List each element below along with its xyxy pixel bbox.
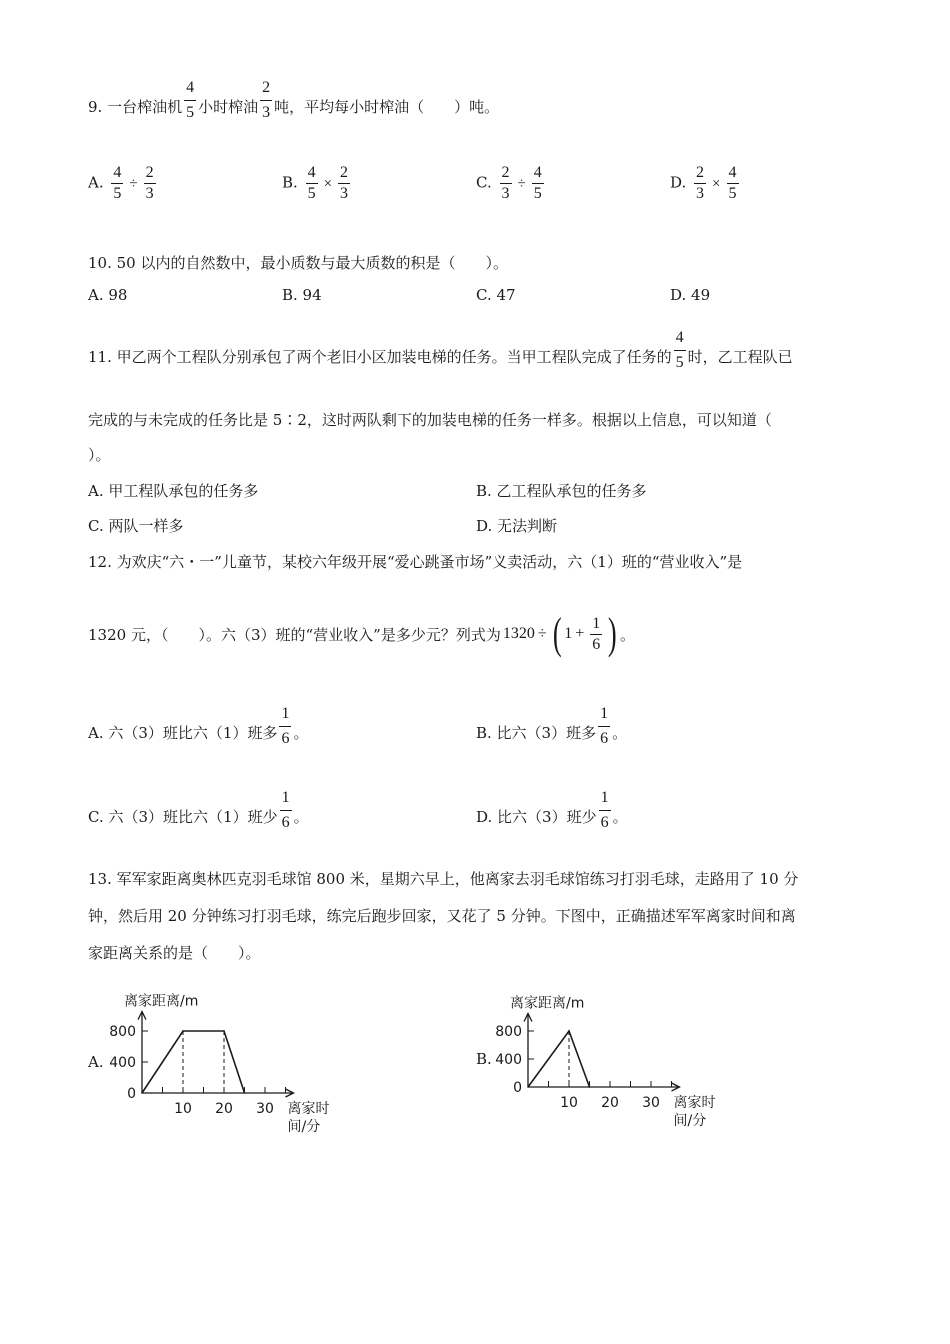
q12-a-frac: $\frac{1}{6}$: [281, 705, 290, 747]
q11-option-a[interactable]: A. 甲工程队承包的任务多: [88, 482, 259, 500]
q11-option-d[interactable]: D. 无法判断: [476, 517, 558, 535]
option-a-chart[interactable]: [80, 975, 350, 1145]
q9-text-2: 小时榨油: [198, 98, 259, 116]
y-tick-label: 400: [109, 1055, 136, 1071]
q9-b-frac-1: $\frac{4}{5}$: [307, 164, 316, 202]
q12-c-frac: $\frac{1}{6}$: [281, 789, 290, 831]
chart-option-label: B.: [476, 1050, 492, 1068]
x-tick-label: 20: [215, 1101, 233, 1117]
series-line: [528, 1031, 590, 1087]
q11-option-b[interactable]: B. 乙工程队承包的任务多: [476, 482, 647, 500]
q9-frac-tons: $\frac{2}{3}$: [262, 79, 271, 121]
option-b-chart[interactable]: [470, 970, 740, 1140]
q11-stem-line1: 11. 甲乙两个工程队分别承包了两个老旧小区加装电梯的任务。当甲工程队完成了任务的 $\frac{4}{5}$ 时，乙工程队已: [88, 329, 793, 371]
q9-option-d[interactable]: D. $\frac{2}{3}$ × $\frac{4}{5}$: [670, 164, 737, 202]
q12-d-frac: $\frac{1}{6}$: [600, 789, 609, 831]
q11-option-c[interactable]: C. 两队一样多: [88, 517, 184, 535]
q10-option-a[interactable]: A. 98: [88, 286, 128, 304]
q9-option-b[interactable]: B. $\frac{4}{5}$ × $\frac{2}{3}$: [282, 164, 349, 202]
q9-option-a[interactable]: A. $\frac{4}{5}$ ÷ $\frac{2}{3}$: [88, 164, 154, 202]
data-point: [244, 1092, 246, 1094]
q9-a-frac-1: $\frac{4}{5}$: [113, 164, 122, 202]
q9-d-frac-1: $\frac{2}{3}$: [696, 164, 705, 202]
q12-formula: 1320 ÷ ( 1 + $\frac{1}{6}$ ): [502, 609, 618, 658]
data-point: [527, 1086, 529, 1088]
q12-b-frac: $\frac{1}{6}$: [600, 705, 609, 747]
q11-stem-line3: ）。: [88, 446, 111, 464]
y-tick-label: 0: [513, 1080, 522, 1096]
q9-d-frac-2: $\frac{4}{5}$: [728, 164, 737, 202]
q13-stem-line3: 家距离关系的是（ ）。: [88, 944, 261, 962]
x-tick-label: 20: [601, 1095, 619, 1111]
q12-option-b[interactable]: B. 比六（3）班多 $\frac{1}{6}$ 。: [476, 705, 628, 747]
q9-c-frac-1: $\frac{2}{3}$: [501, 164, 510, 202]
q10-option-c[interactable]: C. 47: [476, 286, 516, 304]
chart-option-label: A.: [88, 1053, 104, 1071]
q10-option-d[interactable]: D. 49: [670, 286, 711, 304]
q13-stem-line2: 钟，然后用 20 分钟练习打羽毛球，练完后跑步回家，又花了 5 分钟。下图中，正确描述军军离家时间和离: [88, 907, 796, 925]
data-point: [141, 1092, 143, 1094]
q12-option-c[interactable]: C. 六（3）班比六（1）班少 $\frac{1}{6}$ 。: [88, 789, 309, 831]
x-tick-label: 10: [560, 1095, 578, 1111]
q9-a-frac-2: $\frac{2}{3}$: [145, 164, 154, 202]
q9-text-1: 9. 一台榨油机: [88, 98, 183, 116]
q11-stem-line2: 完成的与未完成的任务比是 5∶2，这时两队剩下的加装电梯的任务一样多。根据以上信息，可以知道（: [88, 411, 772, 429]
data-point: [589, 1086, 591, 1088]
q9-frac-hours: $\frac{4}{5}$: [186, 79, 195, 121]
y-tick-label: 800: [495, 1024, 522, 1040]
x-axis-title-line2: 间/分: [287, 1119, 321, 1135]
y-axis-title: 离家距离/m: [124, 993, 199, 1010]
q9-b-frac-2: $\frac{2}{3}$: [340, 164, 349, 202]
q10-stem: 10. 50 以内的自然数中，最小质数与最大质数的积是（ ）。: [88, 254, 508, 272]
x-axis-title-line2: 间/分: [673, 1113, 707, 1129]
q12-formula-frac: $\frac{1}{6}$: [592, 614, 601, 653]
q12-stem-line1: 12. 为欢庆“六・一”儿童节，某校六年级开展“爱心跳蚤市场”义卖活动，六（1）班的“营业收入”是: [88, 553, 743, 571]
y-tick-label: 800: [109, 1024, 136, 1040]
x-axis-title-line1: 离家时: [673, 1095, 716, 1111]
x-tick-label: 10: [174, 1101, 192, 1117]
data-point: [223, 1030, 225, 1032]
q13-stem-line1: 13. 军军家距离奥林匹克羽毛球馆 800 米，星期六早上，他离家去羽毛球馆练习打羽毛球，走路用了 10 分: [88, 870, 799, 888]
q12-stem-line2: 1320 元，（ ）。六（3）班的“营业收入”是多少元？列式为 1320 ÷ ( 1 + $\frac{1}{6}$ ) 。: [88, 609, 635, 658]
y-tick-label: 400: [495, 1052, 522, 1068]
q10-option-b[interactable]: B. 94: [282, 286, 322, 304]
q12-option-a[interactable]: A. 六（3）班比六（1）班多 $\frac{1}{6}$ 。: [88, 705, 309, 747]
x-tick-label: 30: [256, 1101, 274, 1117]
q12-option-d[interactable]: D. 比六（3）班少 $\frac{1}{6}$ 。: [476, 789, 628, 831]
q9-option-c[interactable]: C. $\frac{2}{3}$ ÷ $\frac{4}{5}$: [476, 164, 542, 202]
y-axis-title: 离家距离/m: [510, 995, 585, 1012]
series-line: [142, 1031, 245, 1093]
q9-c-frac-2: $\frac{4}{5}$: [533, 164, 542, 202]
q9-text-3: 吨，平均每小时榨油（ ）吨。: [274, 98, 500, 116]
data-point: [182, 1030, 184, 1032]
data-point: [568, 1030, 570, 1032]
q11-frac: $\frac{4}{5}$: [675, 329, 684, 371]
x-tick-label: 30: [642, 1095, 660, 1111]
q9-stem: [88, 79, 500, 141]
y-tick-label: 0: [127, 1086, 136, 1102]
x-axis-title-line1: 离家时: [287, 1101, 330, 1117]
